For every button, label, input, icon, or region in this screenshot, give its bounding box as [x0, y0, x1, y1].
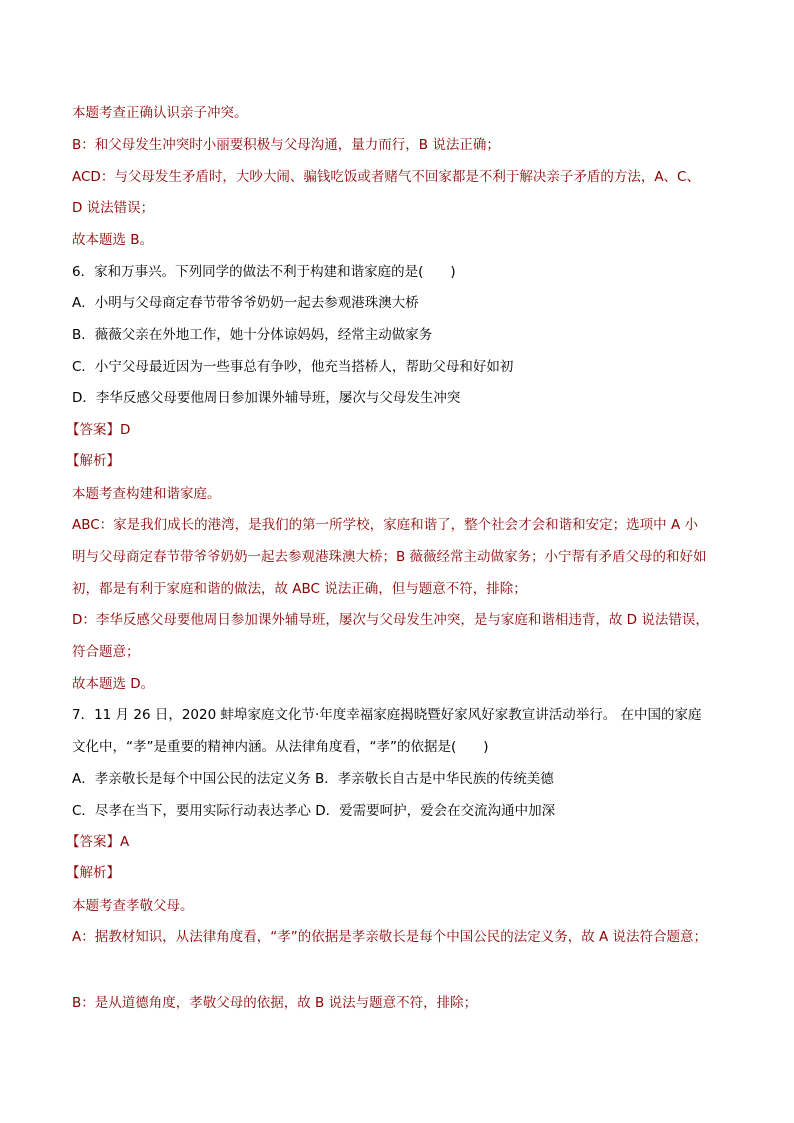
q6-analysis-d-line-2: 符合题意； — [72, 644, 140, 660]
q6-answer: 【答案】D — [66, 422, 131, 438]
q5-analysis-conclusion: 故本题选 B。 — [72, 232, 154, 248]
q5-analysis-option-b: B：和父母发生冲突时小丽要积极与父母沟通，量力而行，B 说法正确； — [72, 137, 500, 153]
q7-analysis-option-a: A：据教材知识，从法律角度看，“孝”的依据是孝亲敬长是每个中国公民的法定义务，故 A 说法符合题意； — [72, 929, 708, 945]
q5-analysis-option-acd-line-1: ACD：与父母发生矛盾时，大吵大闹、骗钱吃饭或者赌气不回家都是不利于解决亲子矛盾的方法，A、C、 — [72, 169, 700, 185]
q6-analysis-d-line-1: D：李华反感父母要他周日参加课外辅导班，屡次与父母发生冲突，是与家庭和谐相违背，故 D 说法错误， — [72, 612, 709, 628]
q7-answer: 【答案】A — [66, 834, 130, 850]
q5-analysis-option-acd-line-2: D 说法错误； — [72, 200, 155, 216]
q6-analysis-abc-line-1: ABC：家是我们成长的港湾，是我们的第一所学校，家庭和谐了，整个社会才会和谐和安定；选项中 A 小 — [72, 517, 699, 533]
q6-stem: 6．家和万事兴。下列同学的做法不利于构建和谐家庭的是( ) — [72, 264, 456, 280]
q7-analysis-label: 【解析】 — [66, 865, 120, 881]
q7-stem-line-1: 7．11 月 26 日，2020 蚌埠家庭文化节·年度幸福家庭揭晓暨好家风好家教宣讲活动举行。 在中国的家庭 — [72, 707, 702, 723]
q7-options-cd: C．尽孝在当下，要用实际行动表达孝心 D．爱需要呵护，爱会在交流沟通中加深 — [72, 803, 556, 819]
q7-analysis-intro: 本题考查孝敬父母。 — [72, 898, 194, 914]
q7-stem-line-2: 文化中，“孝”是重要的精神内涵。从法律角度看，“孝”的依据是( ) — [72, 739, 489, 755]
q6-analysis-conclusion: 故本题选 D。 — [72, 676, 155, 692]
q6-analysis-abc-line-3: 初，都是有利于家庭和谐的做法，故 ABC 说法正确，但与题意不符，排除； — [72, 581, 527, 597]
q5-analysis-intro: 本题考查正确认识亲子冲突。 — [72, 105, 248, 121]
q6-analysis-abc-line-2: 明与父母商定春节带爷爷奶奶一起去参观港珠澳大桥；B 薇薇经常主动做家务；小宁帮有矛盾父母的和好如 — [72, 549, 707, 565]
q7-analysis-option-b: B：是从道德角度，孝敬父母的依据，故 B 说法与题意不符，排除； — [72, 995, 478, 1011]
q6-analysis-label: 【解析】 — [66, 453, 120, 469]
q6-option-d: D．李华反感父母要他周日参加课外辅导班，屡次与父母发生冲突 — [72, 390, 461, 406]
q6-option-a: A．小明与父母商定春节带爷爷奶奶一起去参观港珠澳大桥 — [72, 295, 419, 311]
q7-options-ab: A．孝亲敬长是每个中国公民的法定义务 B．孝亲敬长自古是中华民族的传统美德 — [72, 771, 554, 787]
q6-option-c: C．小宁父母最近因为一些事总有争吵，他充当搭桥人，帮助父母和好如初 — [72, 359, 514, 375]
q6-option-b: B．薇薇父亲在外地工作，她十分体谅妈妈，经常主动做家务 — [72, 327, 433, 343]
q6-analysis-intro: 本题考查构建和谐家庭。 — [72, 486, 221, 502]
